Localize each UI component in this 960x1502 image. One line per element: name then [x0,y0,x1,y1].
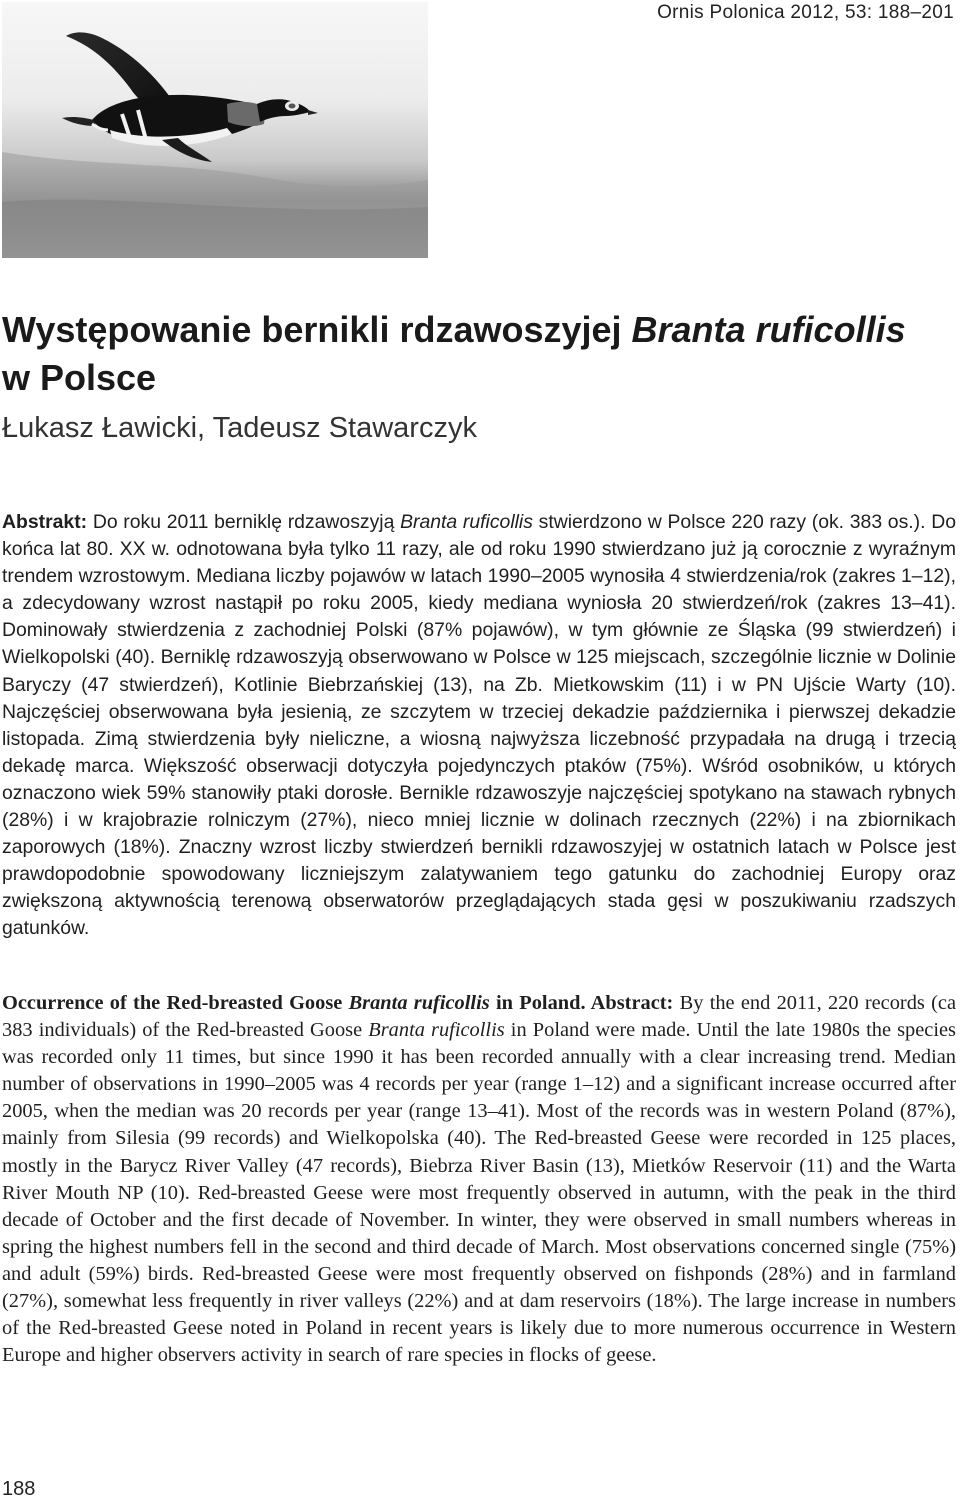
abstract-en-heading-species: Branta ruficollis [348,992,490,1014]
abstract-pl-label: Abstrakt: [2,511,88,533]
title-species: Branta ruficollis [631,309,906,350]
abstract-en-heading-1: Occurrence of the Red-breasted Goose [2,992,349,1014]
page-number: 188 [2,1478,36,1500]
abstract-en-text-1: By the end 2011, 220 records (ca 383 individuals) of the Red-breasted Goose [2,992,957,1042]
article-authors: Łukasz Ławicki, Tadeusz Stawarczyk [2,412,477,444]
goose-banner-image [2,2,428,258]
title-main: Występowanie bernikli rdzawoszyjej [2,309,632,350]
abstract-pl-species: Branta ruficollis [400,511,533,533]
abstract-en-text-2: in Poland were made. Until the late 1980s the species was recorded only 11 times, but since 1990 it has been recorded annually with a clear increasing trend. Median number of observations in 1990–2005 was 4 records per year (range 1–12) and a significant increase occurred after 2005, when the median was 20 records per year (range 13–41). Most of the records was in western Poland (87%), mainly from Silesia (99 records) and Wielkopolska (40). The Red-breasted Geese were recorded in 125 places, mostly in the Barycz River Valley (47 records), Biebrza River Basin (13), Mietków Reservoir (11) and the Warta River Mouth NP (10). Red-breasted Geese were most frequently observed in autumn, with the peak in the third decade of October and the first decade of November. In winter, they were observed in small numbers whereas in spring the highest numbers fell in the second and third decade of March. Most observations concerned single (75%) and adult (59%) birds. Red-breasted Geese were most frequently observed on fishponds (28%) and in farmland (27%), somewhat less frequently in river valleys (22%) and at dam reservoirs (18%). The large increase in numbers of the Red-breasted Geese noted in Poland in recent years is likely due to more numerous occurrence in Western Europe and higher observers activity in search of rare species in flocks of geese. [2,1019,956,1367]
abstract-english [2,990,956,1369]
title-end: w Polsce [2,357,157,398]
abstract-en-species: Branta ruficollis [368,1019,505,1042]
flying-goose-icon [2,2,428,258]
abstract-pl-text-1: Do roku 2011 berniklę rdzawoszyją [87,511,401,533]
abstract-pl-text-2: stwierdzono w Polsce 220 razy (ok. 383 os.). Do końca lat 80. XX w. odnotowana była tylko 11 razy, ale od roku 1990 stwierdzano już ją corocznie z wyraźnym trendem wzrostowym. Mediana liczby pojawów w latach 1990–2005 wynosiła 4 stwierdzenia/rok (zakres 1–12), a zdecydowany wzrost nastąpił po roku 2005, kiedy mediana wyniosła 20 stwierdzeń/rok (zakres 13–41). Dominowały stwierdzenia z zachodniej Polski (87% pojawów), w tym głównie ze Śląska (99 stwierdzeń) i Wielkopolski (40). Berniklę rdzawoszyją obserwowano w Polsce w 125 miejscach, szczególnie licznie w Dolinie Baryczy (47 stwierdzeń), Kotlinie Biebrzańskiej (13), na Zb. Mietkowskim (11) i w PN Ujście Warty (10). Najczęściej obserwowana była jesienią, ze szczytem w trzeciej dekadzie października i pierwszej dekadzie listopada. Zimą stwierdzenia były nieliczne, a wiosną najwyższa liczebność przypadała na drugą i trzecią dekadę marca. Większość obserwacji dotyczyła pojedynczych ptaków (75%). Wśród osobników, u których oznaczono wiek 59% stanowiły ptaki dorosłe. Bernikle rdzawoszyje najczęściej spotykano na stawach rybnych (28%) i w krajobrazie rolniczym (27%), nieco mniej licznie w dolinach rzecznych (22%) i na zbiornikach zaporowych (18%). Znaczny wzrost liczby stwierdzeń bernikli rdzawoszyjej w ostatnich latach w Polsce jest prawdopodobnie spowodowany liczniejszym zalatywaniem tego gatunku do zachodniej Europy oraz zwiększoną aktywnością terenową obserwatorów przeglądających stada gęsi w poszukiwaniu rzadszych gatunków. [2,511,956,940]
abstract-polish [2,509,956,943]
journal-citation: Ornis Polonica 2012, 53: 188–201 [657,2,954,23]
article-title [2,306,942,402]
abstract-en-heading-2: in Poland. Abstract: [489,992,674,1014]
